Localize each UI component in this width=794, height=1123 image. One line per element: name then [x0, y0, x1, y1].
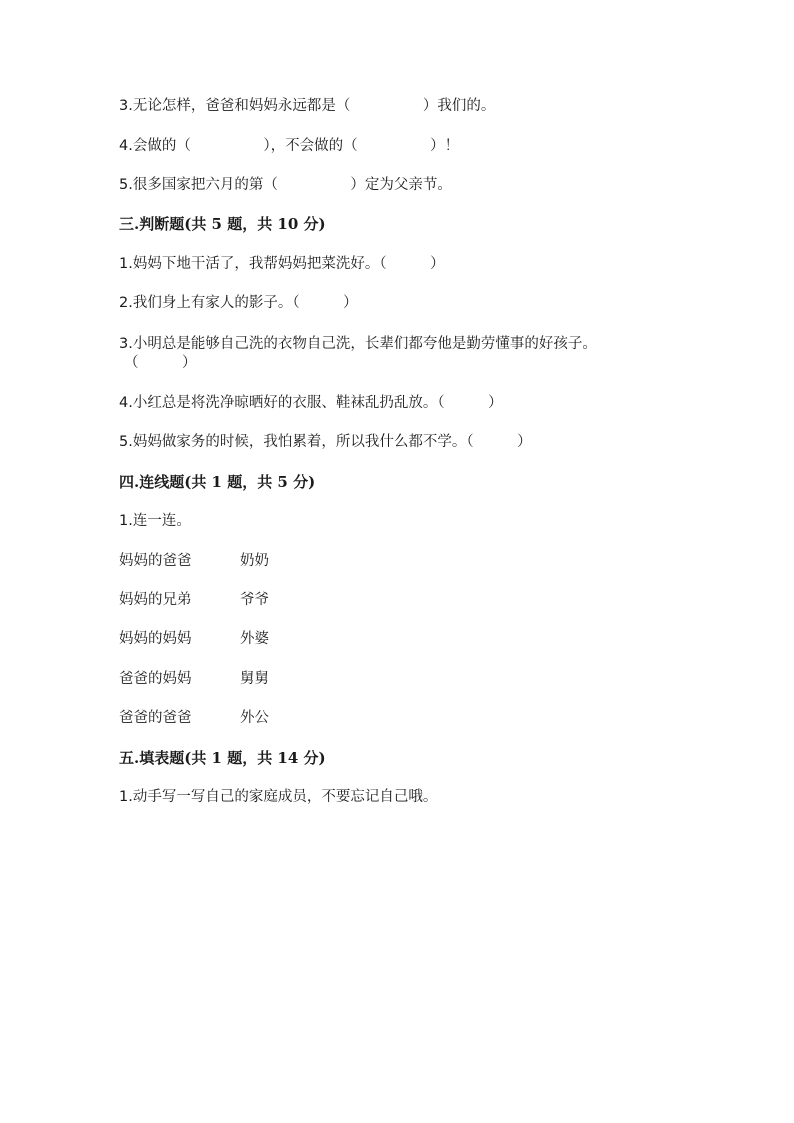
- judge-question-1: 1.妈妈下地干活了，我帮妈妈把菜洗好。（ ）: [119, 256, 445, 272]
- matching-left-item: 爸爸的妈妈: [119, 671, 192, 687]
- matching-right-item: 外公: [240, 710, 269, 726]
- matching-left-item: 爸爸的爸爸: [119, 710, 192, 726]
- matching-right-item: 外婆: [240, 631, 269, 647]
- matching-right-item: 舅舅: [240, 671, 269, 687]
- matching-left-item: 妈妈的妈妈: [119, 631, 192, 647]
- judge-question-3: 3.小明总是能够自己洗的衣物自己洗，长辈们都夸他是勤劳懂事的好孩子。: [119, 336, 597, 352]
- matching-question-1: 1.连一连。: [119, 513, 191, 529]
- matching-left-item: 妈妈的爸爸: [119, 553, 192, 569]
- table-question-1: 1.动手写一写自己的家庭成员，不要忘记自己哦。: [119, 789, 438, 805]
- section-table-heading: 五.填表题(共 1 题，共 14 分): [119, 749, 326, 767]
- judge-question-4: 4.小红总是将洗净晾晒好的衣服、鞋袜乱扔乱放。（ ）: [119, 395, 503, 411]
- section-matching-heading: 四.连线题(共 1 题，共 5 分): [119, 473, 316, 491]
- matching-right-item: 爷爷: [240, 592, 269, 608]
- judge-question-2: 2.我们身上有家人的影子。（ ）: [119, 295, 358, 311]
- fill-blank-question-3: 3.无论怎样，爸爸和妈妈永远都是（ ）我们的。: [119, 98, 496, 114]
- fill-blank-question-4: 4.会做的（ ），不会做的（ ）！: [119, 138, 460, 154]
- judge-question-3-blank: （ ）: [124, 355, 197, 371]
- matching-right-item: 奶奶: [240, 553, 269, 569]
- judge-question-5: 5.妈妈做家务的时候，我怕累着，所以我什么都不学。（ ）: [119, 434, 532, 450]
- section-judge-heading: 三.判断题(共 5 题，共 10 分): [119, 215, 326, 233]
- matching-left-item: 妈妈的兄弟: [119, 592, 192, 608]
- fill-blank-question-5: 5.很多国家把六月的第（ ）定为父亲节。: [119, 177, 452, 193]
